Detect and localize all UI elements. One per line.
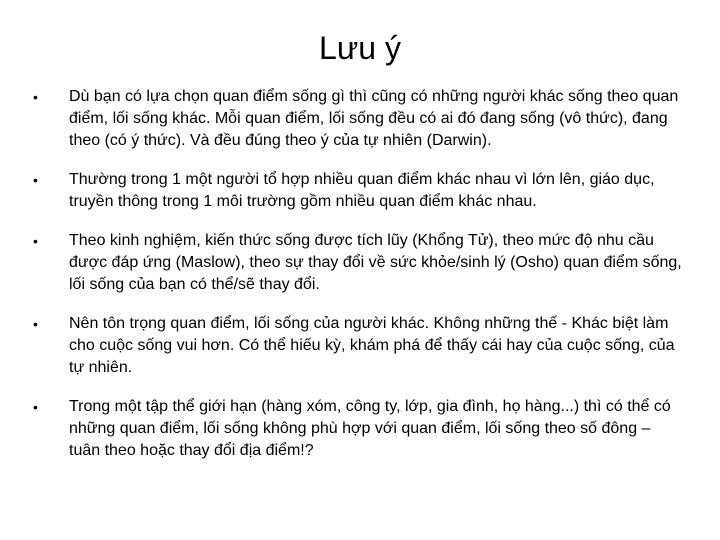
bullet-item: [33, 313, 683, 379]
bullet-text: Nên tôn trọng quan điểm, lối sống của người khác. Không những thế - Khác biệt làm cho cuộc sống vui hơn. Có thể hiếu kỳ, khám phá để thấy cái hay của cuộc sống, của tự nhiên.: [69, 315, 675, 376]
bullet-item: [33, 230, 683, 296]
bullet-dot: •: [33, 89, 38, 105]
slide-title: Lưu ý: [319, 30, 401, 66]
bullet-list: [33, 86, 683, 479]
bullet-text: Trong một tập thể giới hạn (hàng xóm, công ty, lớp, gia đình, họ hàng...) thì có thể có những quan điểm, lối sống không phù hợp với quan điểm, lối sống theo số đông – tuân theo hoặc thay đổi địa điểm!?: [69, 398, 671, 459]
bullet-item: [33, 86, 683, 152]
bullet-item: [33, 396, 683, 462]
bullet-dot: •: [33, 399, 38, 415]
bullet-text: Theo kinh nghiệm, kiến thức sống được tích lũy (Khổng Tử), theo mức độ nhu cầu được đáp ứng (Maslow), theo sự thay đổi về sức khỏe/sinh lý (Osho) quan điểm sống, lối sống của bạn có thể/sẽ thay đổi.: [69, 232, 682, 293]
bullet-dot: •: [33, 172, 38, 188]
bullet-item: [33, 169, 683, 213]
bullet-text: Dù bạn có lựa chọn quan điểm sống gì thì cũng có những người khác sống theo quan điểm, lối sống khác. Mỗi quan điểm, lối sống đều có ai đó đang sống (vô thức), đang theo (có ý thức). Và đều đúng theo ý của tự nhiên (Darwin).: [69, 88, 679, 149]
bullet-text: Thường trong 1 một người tổ hợp nhiều quan điểm khác nhau vì lớn lên, giáo dục, truyền thông trong 1 môi trường gồm nhiều quan điểm khác nhau.: [69, 171, 655, 210]
bullet-dot: •: [33, 233, 38, 249]
bullet-dot: •: [33, 316, 38, 332]
